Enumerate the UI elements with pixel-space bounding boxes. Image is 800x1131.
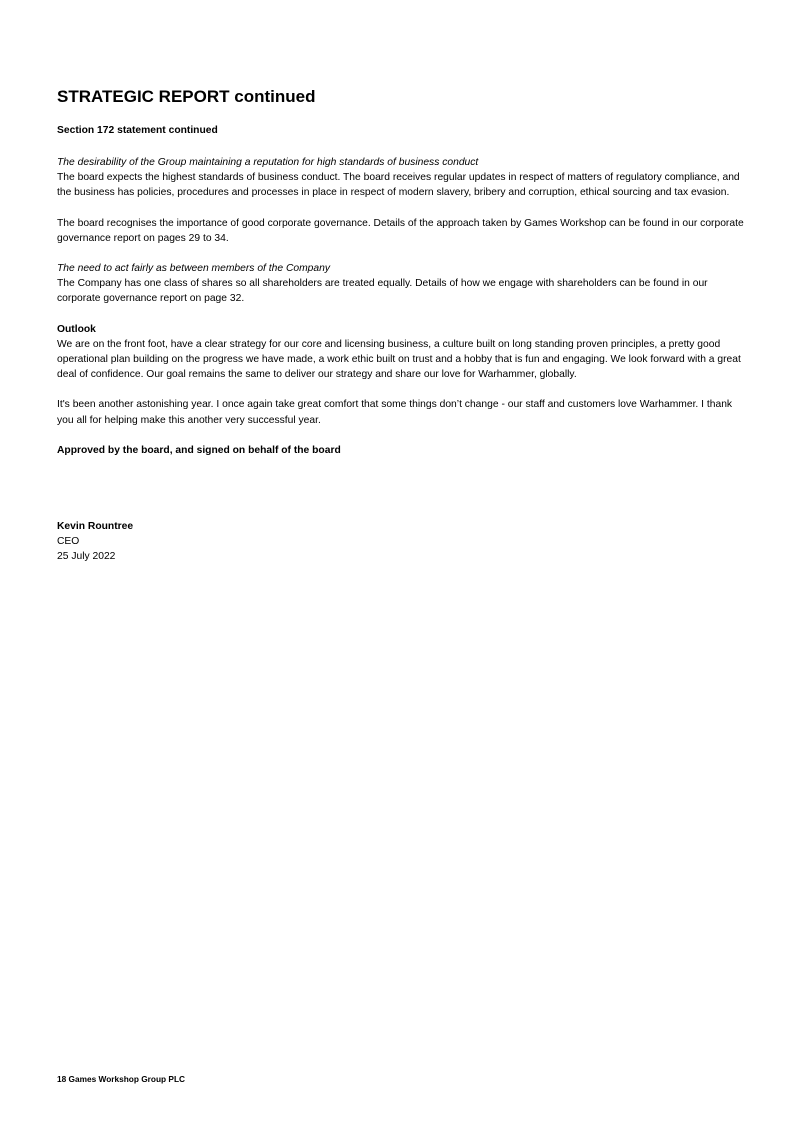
page-title: STRATEGIC REPORT continued [57, 87, 316, 106]
members-fairness-text: The Company has one class of shares so all shareholders are treated equally. Details of how we engage with shareholders can be found in our corporate governance report on page 32. [57, 278, 708, 305]
page-footer: 18 Games Workshop Group PLC [57, 1074, 186, 1084]
outlook-paragraph [57, 322, 747, 383]
closing-paragraph: It's been another astonishing year. I once again take great comfort that some things don’t change - our staff and customers love Warhammer. I thank you all for helping make this another very successful year. [57, 399, 733, 426]
outlook-heading: Outlook [57, 323, 96, 335]
business-conduct-paragraph [57, 155, 747, 201]
members-fairness-heading: The need to act fairly as between members of the Company [57, 263, 331, 275]
corporate-governance-paragraph: The board recognises the importance of good corporate governance. Details of the approach taken by Games Workshop can be found in our corporate governance report on pages 29 to 34. [57, 217, 744, 244]
section-heading: Section 172 statement continued [57, 125, 218, 136]
signatory-role: CEO [57, 536, 80, 548]
business-conduct-heading: The desirability of the Group maintaining a reputation for high standards of business conduct [57, 157, 479, 168]
signatory-name: Kevin Rountree [57, 520, 134, 532]
signature-block [57, 519, 747, 565]
board-approval-statement: Approved by the board, and signed on behalf of the board [57, 444, 341, 456]
signature-date: 25 July 2022 [57, 551, 116, 563]
outlook-text: We are on the front foot, have a clear strategy for our core and licensing business, a culture built on long standing proven principles, a pretty good operational plan building on the progress we have made, a work ethic built on trust and a hobby that is fun and engaging. We look forward with a great deal of confidence. Our goal remains the same to deliver our strategy and share our love for Warhammer, globally. [57, 338, 741, 381]
document-page [57, 86, 747, 564]
business-conduct-text: The board expects the highest standards of business conduct. The board receives regular updates in respect of matters of regulatory compliance, and the business has policies, procedures and processes in place in respect of modern slavery, bribery and corruption, ethical sourcing and tax evasion. [57, 172, 740, 199]
members-fairness-paragraph [57, 261, 747, 307]
